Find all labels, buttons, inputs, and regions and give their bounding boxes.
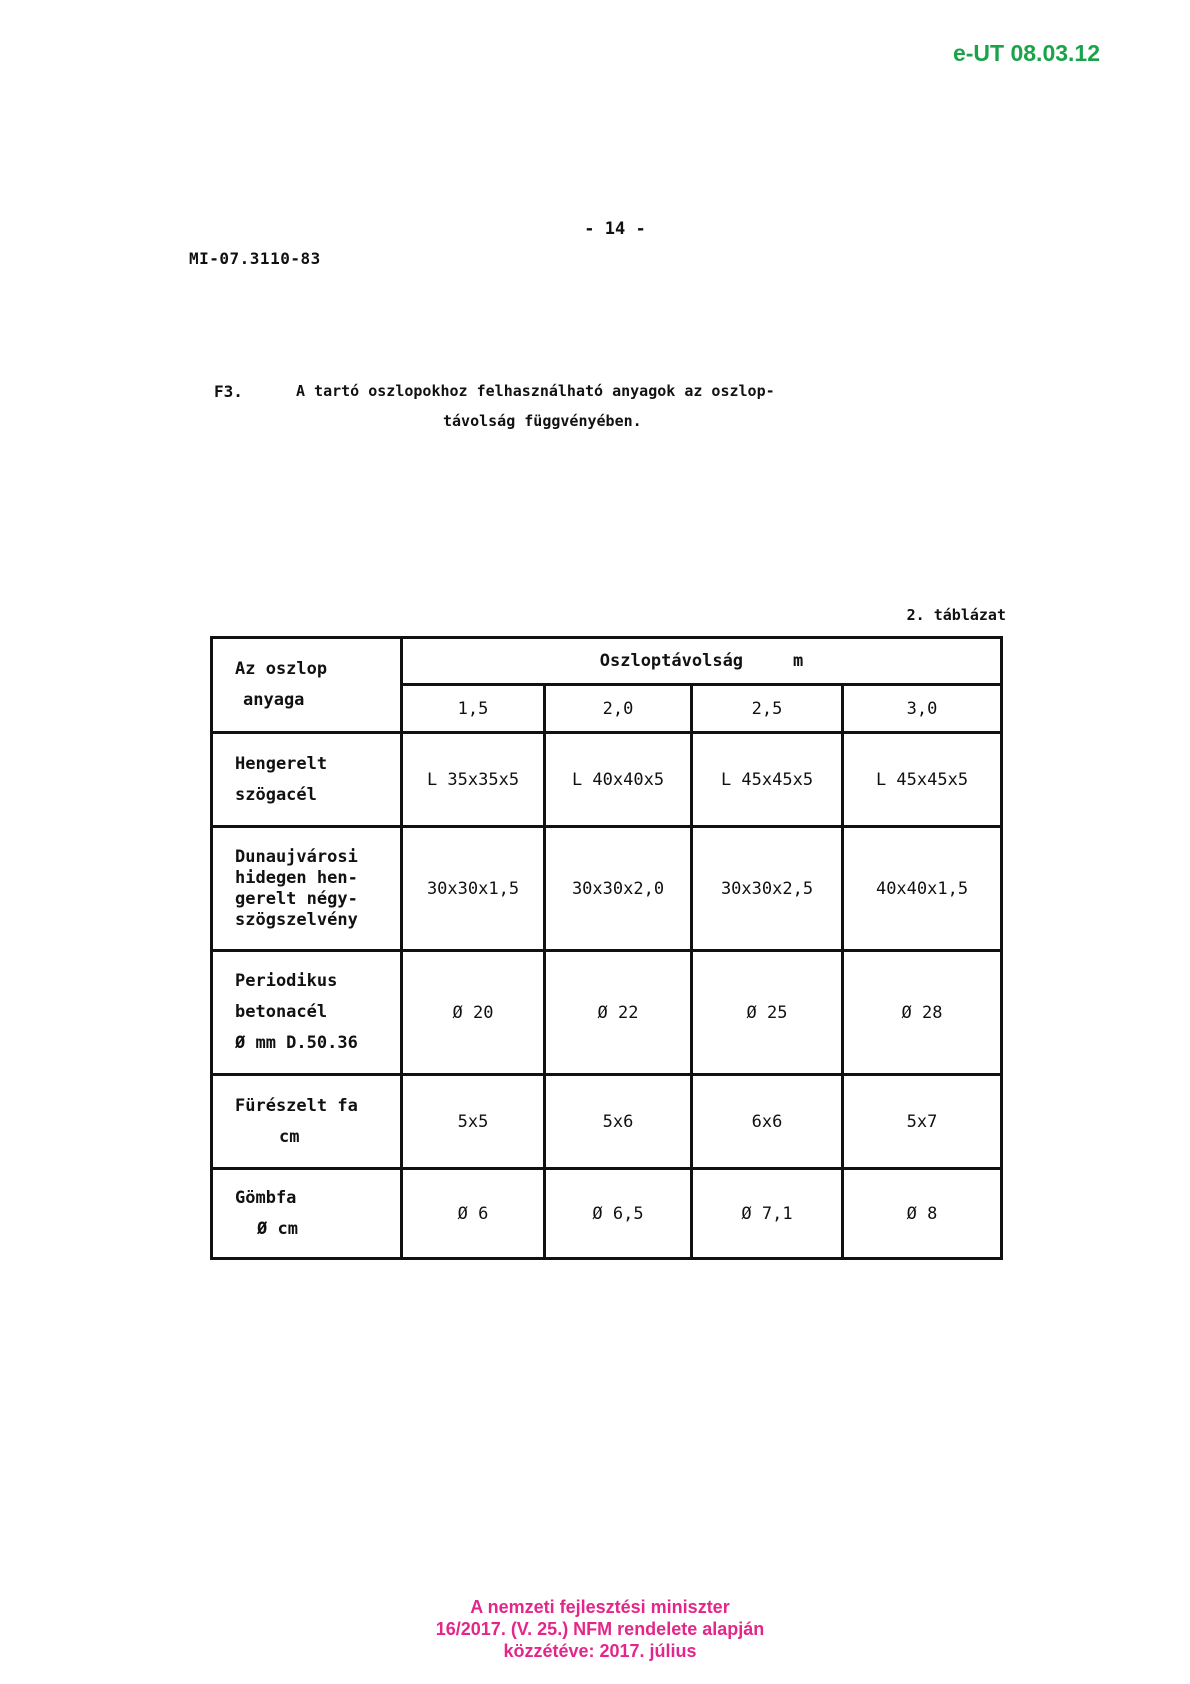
publication-footer — [370, 1596, 830, 1662]
row-label-line: Hengerelt — [235, 753, 328, 774]
table-cell: 6x6 — [692, 1075, 843, 1169]
row-label — [212, 733, 402, 827]
distance-header: 3,0 — [843, 685, 1002, 733]
table-cell: Ø 25 — [692, 951, 843, 1075]
table-cell: 5x5 — [402, 1075, 545, 1169]
row-label-line: Gömbfa — [235, 1187, 297, 1208]
distance-group-label: Oszloptávolság — [599, 651, 744, 671]
distance-group-header — [402, 638, 1002, 685]
row-label-line: Periodikus — [235, 971, 338, 991]
table-row — [212, 951, 1002, 1075]
table-cell: 5x6 — [545, 1075, 692, 1169]
distance-unit: m — [793, 651, 804, 671]
row-label — [212, 827, 402, 951]
corner-header-line: anyaga — [243, 690, 305, 710]
row-label-line: hidegen hen- — [235, 867, 358, 888]
distance-header: 2,0 — [545, 685, 692, 733]
table-cell: Ø 6,5 — [545, 1169, 692, 1259]
distance-header: 1,5 — [402, 685, 545, 733]
row-label-line: szögacél — [235, 784, 317, 805]
table-cell: 40x40x1,5 — [843, 827, 1002, 951]
table-cell: L 45x45x5 — [692, 733, 843, 827]
table-caption: 2. táblázat — [906, 606, 1006, 624]
table-row — [212, 1075, 1002, 1169]
section-title-line-1: A tartó oszlopokhoz felhasználható anyagok az oszlop- — [296, 382, 775, 400]
row-label-line: Dunaujvárosi — [235, 846, 358, 867]
row-label — [212, 951, 402, 1075]
table-row — [212, 733, 1002, 827]
section-title-line-2: távolság függvényében. — [443, 412, 642, 430]
corner-header-line: Az oszlop — [235, 659, 328, 679]
row-label-line: betonacél — [235, 1002, 328, 1022]
table-row — [212, 1169, 1002, 1259]
row-label-line: Fürészelt fa — [235, 1095, 358, 1116]
table-cell: L 45x45x5 — [843, 733, 1002, 827]
distance-header: 2,5 — [692, 685, 843, 733]
table-cell: Ø 8 — [843, 1169, 1002, 1259]
row-label-line: Ø cm — [257, 1218, 298, 1239]
row-label-line: szögszelvény — [235, 909, 358, 930]
document-code: e-UT 08.03.12 — [952, 40, 1100, 66]
page-number: - 14 - — [584, 219, 646, 239]
section-number: F3. — [214, 382, 243, 401]
table-cell: Ø 20 — [402, 951, 545, 1075]
row-label — [212, 1169, 402, 1259]
footer-line: 16/2017. (V. 25.) NFM rendelete alapján — [435, 1619, 765, 1639]
table-cell: L 35x35x5 — [402, 733, 545, 827]
table-cell: Ø 28 — [843, 951, 1002, 1075]
footer-line: A nemzeti fejlesztési miniszter — [470, 1597, 730, 1617]
table-cell: L 40x40x5 — [545, 733, 692, 827]
table-cell: 5x7 — [843, 1075, 1002, 1169]
row-label-line: gerelt négy- — [235, 888, 358, 909]
table-cell: Ø 7,1 — [692, 1169, 843, 1259]
table-cell: Ø 6 — [402, 1169, 545, 1259]
standard-id: MI-07.3110-83 — [189, 249, 321, 268]
table-cell: 30x30x2,5 — [692, 827, 843, 951]
materials-table — [210, 636, 1003, 1260]
table-row — [212, 827, 1002, 951]
table-header-row — [212, 638, 1002, 685]
corner-header — [212, 638, 402, 733]
table-cell: Ø 22 — [545, 951, 692, 1075]
table-cell: 30x30x2,0 — [545, 827, 692, 951]
row-label — [212, 1075, 402, 1169]
footer-line: közzétéve: 2017. július — [503, 1641, 697, 1661]
row-label-line: Ø mm D.50.36 — [235, 1033, 358, 1053]
row-label-line: cm — [279, 1126, 300, 1147]
table-cell: 30x30x1,5 — [402, 827, 545, 951]
